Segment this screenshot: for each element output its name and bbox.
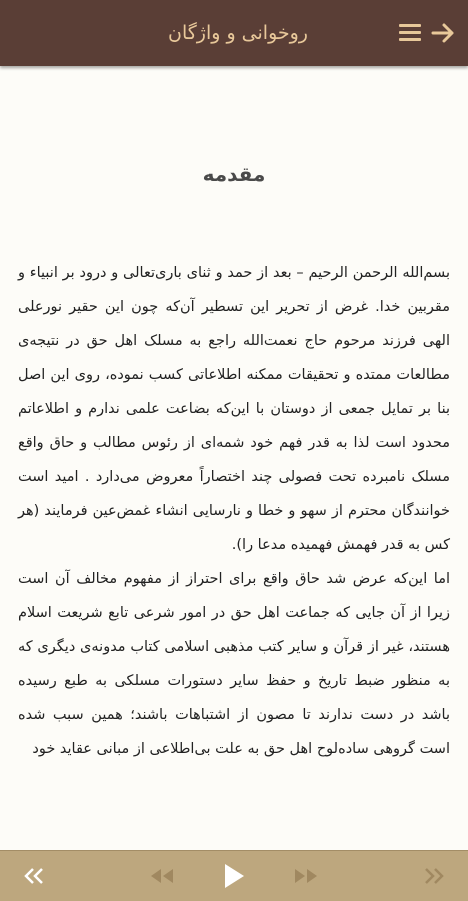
paragraph: اما این‌که عرض شد حاق واقع برای احتراز از مفهوم مخالف آن است زیرا از آن جایی که جماعت اهل حق در امور شرعی تابع شریعت اسلام هستند، غیر از قرآن و سایر کتب مذهبی اسلامی کتاب مدونه‌ی دیگری که به منظور ضبط تاریخ و حفظ سایر دستورات مسلکی به طبع رسیده باشد در دست ندارند تا مصون از اشتباهات باشند؛ همین سبب شده است گروهی ساده‌لوح اهل حق به علت بی‌اطلاعی از مبانی عقاید خود — [18, 571, 450, 757]
next-track-icon[interactable] — [286, 851, 326, 901]
arrow-right-icon[interactable] — [430, 20, 456, 46]
app-header — [0, 0, 468, 66]
page-title: روخوانی و واژگان — [168, 22, 308, 44]
article-body — [18, 256, 450, 766]
audio-player-bar — [0, 850, 468, 901]
fast-forward-double-chevron-icon[interactable] — [414, 851, 454, 901]
paragraph: بسم‌الله الرحمن الرحیم – بعد از حمد و ثنای باری‌تعالی و درود بر انبیاء و مقربین خدا. غرض از تحریر این تسطیر آن‌که چون این حقیر نورعلی الهی فرزند مرحوم حاج نعمت‌الله راجع به مسلک اهل حق در نتیجه‌ی مطالعات ممتده و تحقیقات ممکنه اطلاعاتی کسب نموده، روی این اصل بنا بر تمایل جمعی از دوستان با این‌که بضاعت علمی ندارم و اطلاعاتم محدود است لذا به قدر فهم خود شمه‌ای از رئوس مطالب و حاق واقع مسلک نامبرده تحت فصولی چند اختصاراً معروض می‌دارد . امید است خوانندگان محترم از سهو و خطا و نارسایی انشاء غمض‌عین فرمایند (هر کس به قدر فهمش فهمیده مدعا را). — [18, 265, 450, 553]
rewind-double-chevron-icon[interactable] — [14, 851, 54, 901]
article-content[interactable] — [0, 66, 468, 850]
menu-icon[interactable] — [399, 24, 421, 42]
play-icon[interactable] — [214, 851, 254, 901]
article-heading: مقدمه — [202, 162, 266, 186]
previous-track-icon[interactable] — [142, 851, 182, 901]
